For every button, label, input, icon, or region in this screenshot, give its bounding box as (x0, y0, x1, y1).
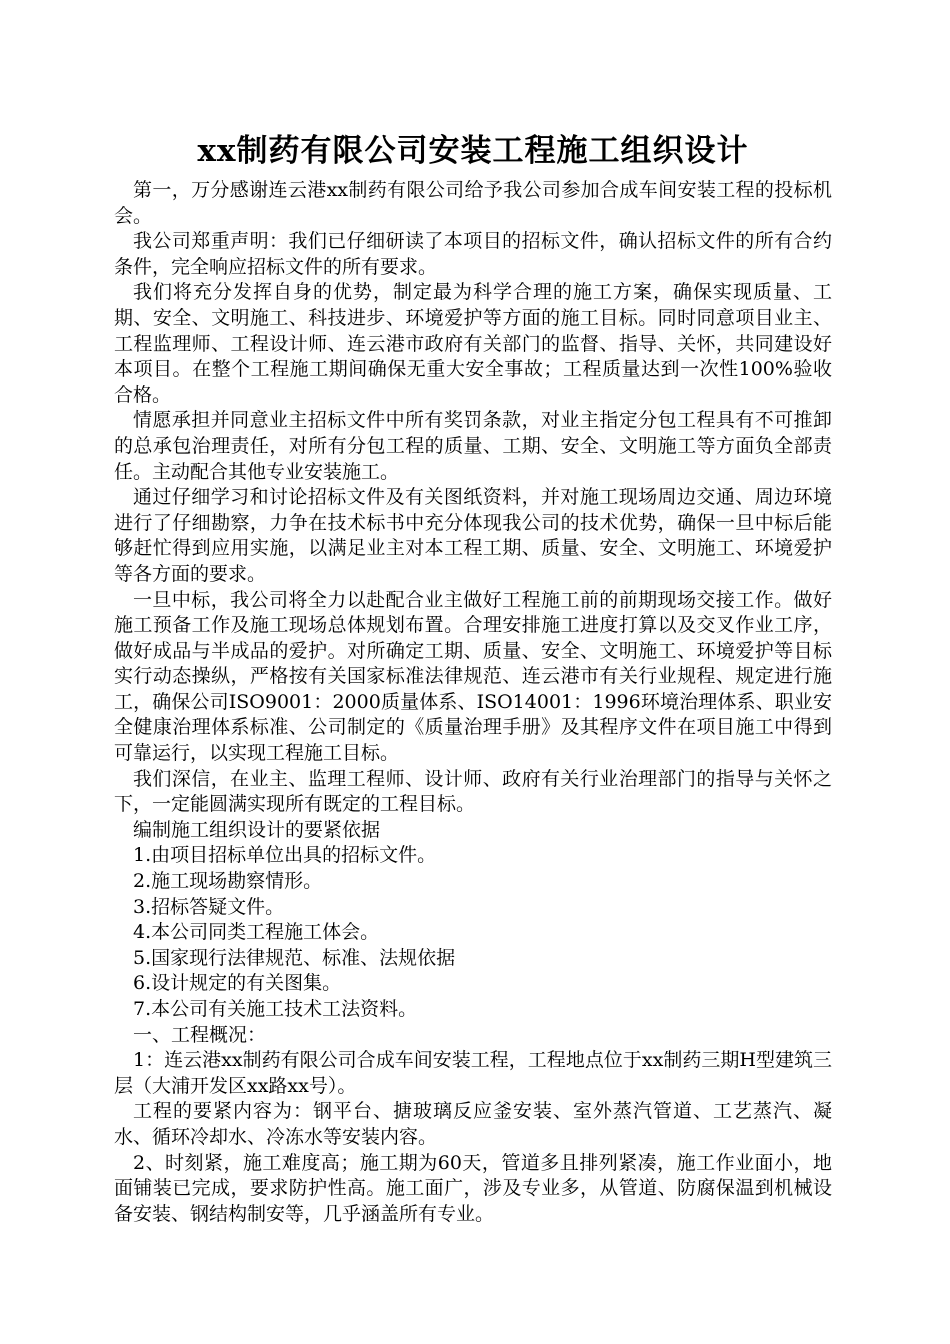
list-item-basis-6: 6.设计规定的有关图集。 (133, 972, 342, 995)
paragraph-bid-award: 一旦中标，我公司将全力以赴配合业主做好工程施工前的前期现场交接工作。做好施工预备工作及施工现场总体规划布置。合理安排施工进度打算以及交叉作业工序，做好成品与半成品的爱护。对所确定工期、质量、安全、文明施工、环境爱护等目标实行动态操纵，严格按有关国家标准法律规范、连云港市有关行业规程、规定进行施工，确保公司ISO9001：2000质量体系、ISO14001：1996环境治理体系、职业安全健康治理体系标准、公司制定的《质量治理手册》及其程序文件在项目施工中得到可靠运行，以实现工程施工目标。 (114, 588, 832, 765)
section-heading-overview: 一、工程概况： (133, 1023, 267, 1046)
list-item-basis-4: 4.本公司同类工程施工体会。 (133, 921, 380, 944)
document-title: xx制药有限公司安装工程施工组织设计 (197, 133, 749, 169)
paragraph-confidence: 我们深信，在业主、监理工程师、设计师、政府有关行业治理部门的指导与关怀之下，一定能圆满实现所有既定的工程目标。 (114, 767, 832, 816)
paragraph-project-location: 1：连云港xx制药有限公司合成车间安装工程，工程地点位于xx制药三期H型建筑三层（大浦开发区xx路xx号）。 (114, 1049, 832, 1097)
list-item-basis-2: 2.施工现场勘察情形。 (133, 870, 323, 893)
paragraph-declaration: 我公司郑重声明：我们已仔细研读了本项目的招标文件，确认招标文件的所有合约条件，完全响应招标文件的所有要求。 (114, 230, 832, 278)
paragraph-intro-thanks: 第一，万分感谢连云港xx制药有限公司给予我公司参加合成车间安装工程的投标机会。 (114, 179, 832, 227)
document-body (114, 178, 832, 1227)
list-item-basis-3: 3.招标答疑文件。 (133, 895, 285, 918)
section-heading-basis: 编制施工组织设计的要紧依据 (133, 818, 381, 841)
paragraph-commitment: 我们将充分发挥自身的优势，制定最为科学合理的施工方案，确保实现质量、工期、安全、文明施工、科技进步、环境爱护等方面的施工目标。同时同意项目业主、工程监理师、工程设计师、连云港市政府有关部门的监督、指导、关怀，共同建设好本项目。在整个工程施工期间确保无重大安全事故；工程质量达到一次性100%验收合格。 (114, 281, 832, 406)
paragraph-study: 通过仔细学习和讨论招标文件及有关图纸资料，并对施工现场周边交通、周边环境进行了仔细勘察，力争在技术标书中充分体现我公司的技术优势，确保一旦中标后能够赶忙得到应用实施，以满足业主对本工程工期、质量、安全、文明施工、环境爱护等各方面的要求。 (114, 486, 832, 585)
paragraph-project-scope: 工程的要紧内容为：钢平台、搪玻璃反应釜安装、室外蒸汽管道、工艺蒸汽、凝水、循环冷却水、冷冻水等安装内容。 (114, 1100, 832, 1148)
paragraph-schedule-difficulty: 2、时刻紧，施工难度高；施工期为60天，管道多且排列紧凑，施工作业面小，地面铺装已完成，要求防护性高。施工面广，涉及专业多，从管道、防腐保温到机械设备安装、钢结构制安等，几乎涵盖所有专业。 (114, 1151, 832, 1225)
list-item-basis-7: 7.本公司有关施工技术工法资料。 (133, 998, 418, 1020)
list-item-basis-5: 5.国家现行法律规范、标准、法规依据 (133, 946, 456, 969)
list-item-basis-1: 1.由项目招标单位出具的招标文件。 (133, 844, 437, 867)
paragraph-responsibility: 情愿承担并同意业主招标文件中所有奖罚条款，对业主指定分包工程具有不可推卸的总承包治理责任，对所有分包工程的质量、工期、安全、文明施工等方面负全部责任。主动配合其他专业安装施工。 (114, 409, 832, 483)
